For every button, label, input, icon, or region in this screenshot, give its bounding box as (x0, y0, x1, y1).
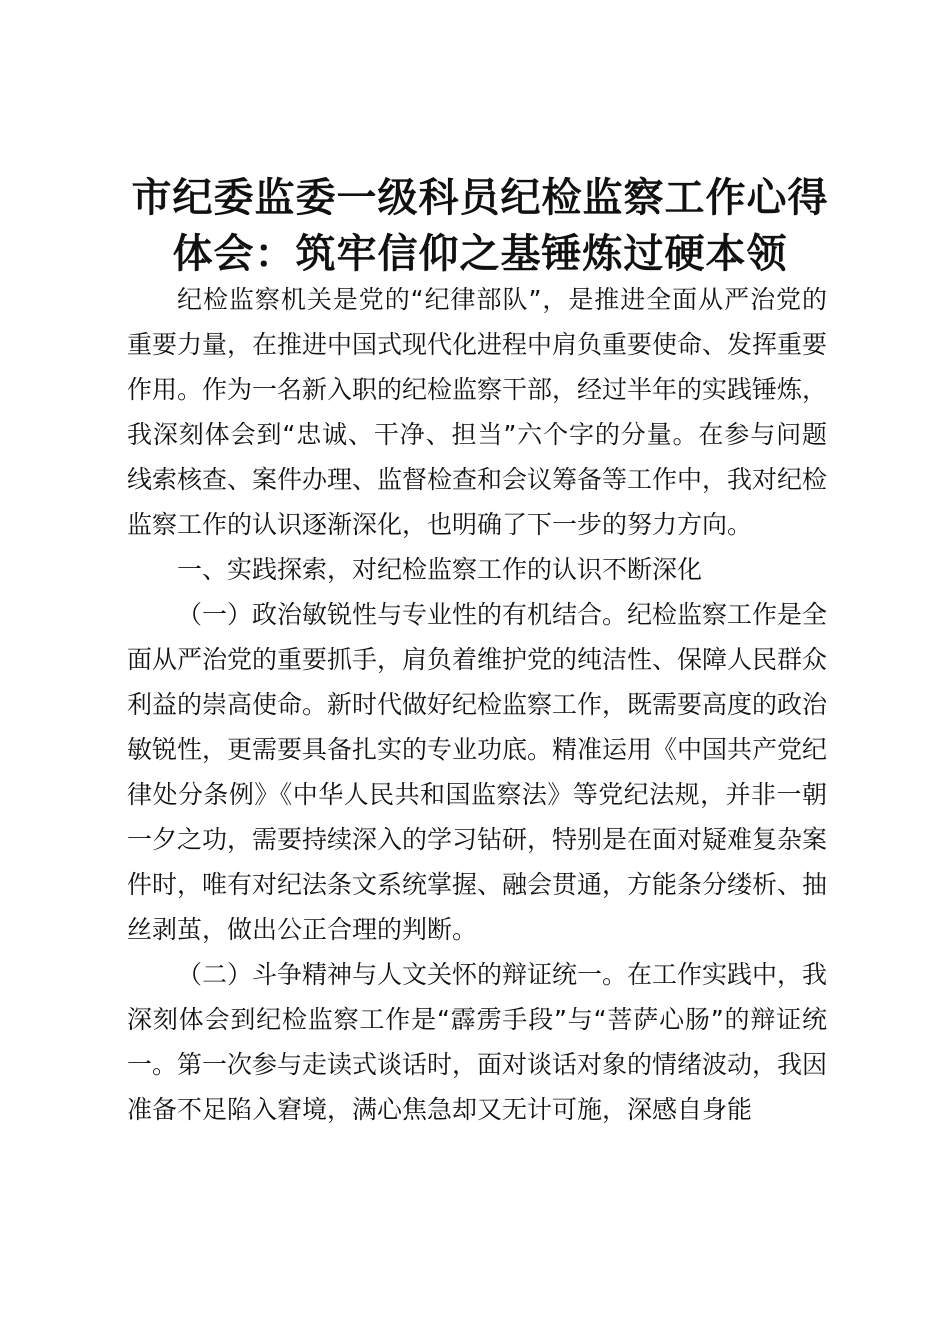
document-title (110, 170, 850, 282)
title-line-1: 市纪委监委一级科员纪检监察工作心得 (131, 175, 829, 221)
intro-paragraph: 纪检监察机关是党的“纪律部队”，是推进全面从严治党的重要力量，在推进中国式现代化进程中肩负重要使命、发挥重要作用。作为一名新入职的纪检监察干部，经过半年的实践锤炼，我深刻体会到“忠诚、干净、担当”六个字的分量。在参与问题线索核查、案件办理、监督检查和会议筹备等工作中，我对纪检监察工作的认识逐渐深化，也明确了下一步的努力方向。 (127, 285, 828, 539)
section-paragraph-1: （一）政治敏锐性与专业性的有机结合。纪检监察工作是全面从严治党的重要抓手，肩负着维护党的纯洁性、保障人民群众利益的崇高使命。新时代做好纪检监察工作，既需要高度的政治敏锐性，更需要具备扎实的专业功底。精准运用《中国共产党纪律处分条例》《中华人民共和国监察法》等党纪法规，并非一朝一夕之功，需要持续深入的学习钻研，特别是在面对疑难复杂案件时，唯有对纪法条文系统掌握、融会贯通，方能条分缕析、抽丝剥茧，做出公正合理的判断。 (127, 600, 828, 944)
title-line-2: 体会：筑牢信仰之基锤炼过硬本领 (172, 231, 788, 277)
document-body (127, 277, 827, 1132)
section-paragraph-2: （二）斗争精神与人文关怀的辩证统一。在工作实践中，我深刻体会到纪检监察工作是“霹雳手段”与“菩萨心肠”的辩证统一。第一次参与走读式谈话时，面对谈话对象的情绪波动，我因准备不足陷入窘境，满心焦急却又无计可施，深感自身能 (127, 960, 828, 1124)
section-heading-1: 一、实践探索，对纪检监察工作的认识不断深化 (177, 555, 703, 584)
